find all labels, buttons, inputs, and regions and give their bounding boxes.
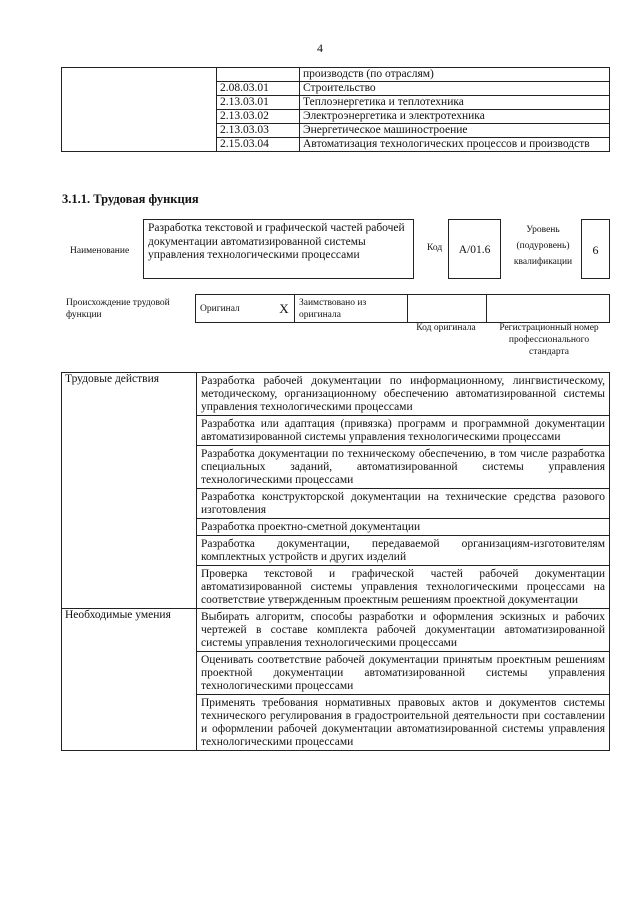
- table-row: [62, 373, 610, 416]
- function-details-table: [61, 372, 610, 751]
- category-title: Необходимые умения: [62, 609, 197, 751]
- labor-action: Разработка конструкторской документации на технические средства разового изготовления: [197, 489, 610, 519]
- specialty-name: Теплоэнергетика и теплотехника: [300, 96, 610, 110]
- labor-action: Проверка текстовой и графической частей рабочей документации автоматизированной системы управления технологическими процессами на соответствие утвержденным проектным решениям проектной документации: [197, 566, 610, 609]
- category-title: Трудовые действия: [62, 373, 197, 609]
- specialty-name: производств (по отраслям): [300, 68, 610, 82]
- specialty-code: 2.13.03.01: [217, 96, 300, 110]
- original-mark: X: [274, 295, 295, 323]
- specialty-name: Энергетическое машиностроение: [300, 124, 610, 138]
- labor-action: Разработка документации по техническому обеспечению, в том числе разработка специальных заданий, автоматизированной системы управления технологическими процессами: [197, 446, 610, 489]
- specialty-code: 2.15.03.04: [217, 138, 300, 152]
- code-label: Код: [427, 243, 443, 253]
- page-number: 4: [317, 41, 323, 55]
- education-table: [61, 67, 610, 152]
- specialty-name: Автоматизация технологических процессов и производств: [300, 138, 610, 152]
- code-original-caption: Код оригинала: [416, 323, 476, 333]
- specialty-code: [217, 68, 300, 82]
- specialty-code: 2.13.03.02: [217, 110, 300, 124]
- table-row: [196, 295, 610, 323]
- labor-action: Разработка рабочей документации по информационному, лингвистическому, методическому, организационному обеспечению автоматизированной системы управления технологическими процессами: [197, 373, 610, 416]
- original-label: Оригинал: [196, 295, 275, 323]
- required-skill: Оценивать соответствие рабочей документации принятым проектным решениям проектной документации автоматизированной системы управления технологическими процессами: [197, 652, 610, 695]
- origin-label: Происхождение трудовой функции: [66, 298, 170, 320]
- reg-number-cell: [487, 295, 610, 323]
- level-value-box: 6: [581, 219, 610, 279]
- required-skill: Применять требования нормативных правовых актов и документов системы технического регулирования в градостроительной деятельности при составлении и оформлении рабочей документации автоматизированной системы управления технологическими процессами: [197, 695, 610, 751]
- specialty-name: Строительство: [300, 82, 610, 96]
- origin-table: [195, 294, 610, 323]
- labor-action: Разработка или адаптация (привязка) программ и программной документации автоматизированной системы управления технологическими процессами: [197, 416, 610, 446]
- level-label: Уровень (подуровень) квалификации: [513, 225, 573, 267]
- section-heading: 3.1.1. Трудовая функция: [62, 192, 199, 206]
- empty-cell: [62, 68, 217, 152]
- required-skill: Выбирать алгоритм, способы разработки и оформления эскизных и рабочих чертежей в составе комплекта рабочей документации автоматизированной системы управления технологическими процессами: [197, 609, 610, 652]
- labor-action: Разработка документации, передаваемой организациям-изготовителям комплектных устройств и других изделий: [197, 536, 610, 566]
- table-row: [62, 68, 610, 82]
- specialty-code: 2.08.03.01: [217, 82, 300, 96]
- borrowed-label: Заимствовано из оригинала: [295, 295, 408, 323]
- reg-number-caption: Регистрационный номер профессионального стандарта: [499, 323, 599, 357]
- specialty-name: Электроэнергетика и электротехника: [300, 110, 610, 124]
- function-code-box: A/01.6: [448, 219, 501, 279]
- table-row: [62, 609, 610, 652]
- name-label: Наименование: [70, 246, 130, 256]
- original-code-cell: [408, 295, 487, 323]
- function-name-box: Разработка текстовой и графической частей рабочей документации автоматизированной системы управления технологическими процессами: [143, 219, 414, 279]
- labor-action: Разработка проектно-сметной документации: [197, 519, 610, 536]
- specialty-code: 2.13.03.03: [217, 124, 300, 138]
